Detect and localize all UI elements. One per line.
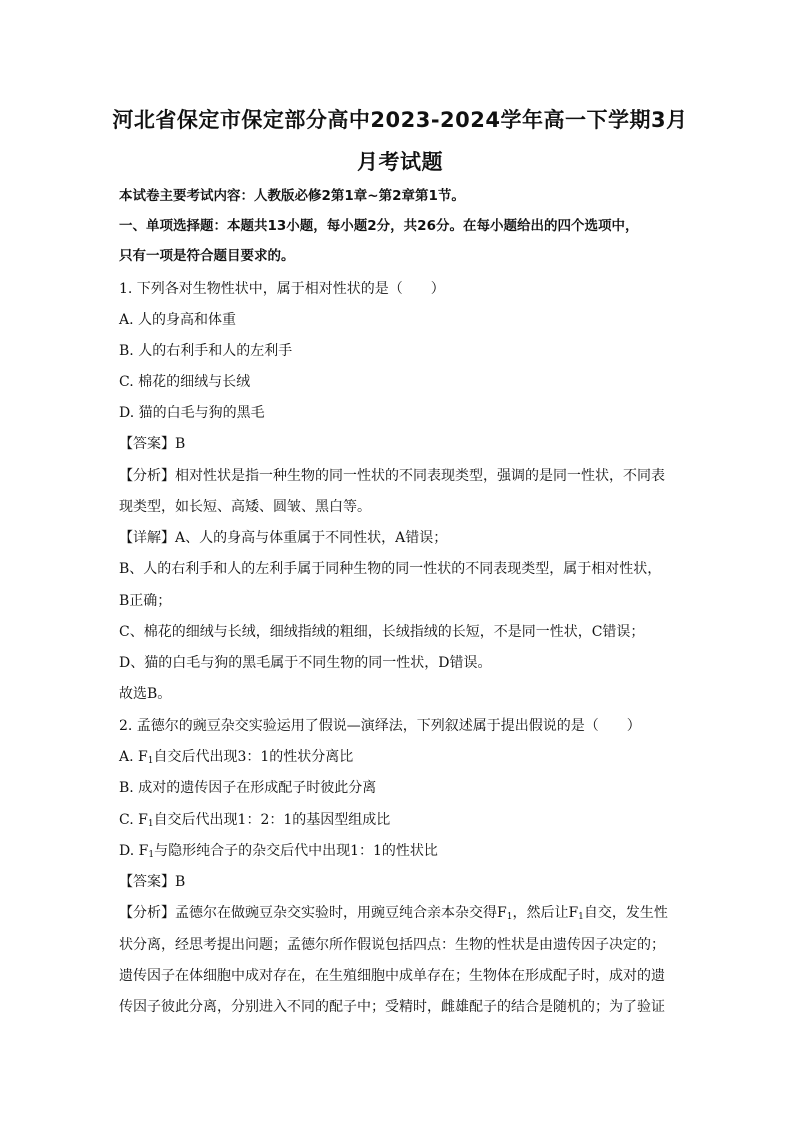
section-heading-line1: 一、单项选择题：本题共13小题，每小题2分，共26分。在每小题给出的四个选项中，: [119, 218, 639, 234]
q2-answer: 【答案】B: [119, 874, 186, 890]
document-title-line2: 月考试题: [357, 150, 443, 174]
q2-analysis-line1: 【分析】孟德尔在做豌豆杂交实验时，用豌豆纯合亲本杂交得$F_1$，然后让$F_1$自交，发生性: [119, 905, 668, 922]
q2-option-c: C. $F_1$自交后代出现1：2：1的基因型组成比: [119, 812, 391, 829]
q2-option-d: D. $F_1$与隐形纯合子的杂交后代中出现1：1的性状比: [119, 843, 438, 860]
q1-stem: 1. 下列各对生物性状中，属于相对性状的是（ ）: [119, 281, 445, 297]
exam-scope: 本试卷主要考试内容：人教版必修2第1章~第2章第1节。: [119, 188, 465, 204]
q1-detail-line5: D、猫的白毛与狗的黑毛属于不同生物的同一性状，D错误。: [119, 655, 492, 671]
q1-detail-line2: B、人的右利手和人的左利手属于同种生物的同一性状的不同表现类型，属于相对性状，: [119, 561, 662, 577]
q1-answer: 【答案】B: [119, 436, 186, 452]
q1-detail-line3: B正确；: [119, 593, 172, 609]
q2-option-a: A. $F_1$自交后代出现3：1的性状分离比: [119, 749, 354, 766]
q1-detail-line4: C、棉花的细绒与长绒，细绒指绒的粗细，长绒指绒的长短，不是同一性状，C错误；: [119, 624, 645, 640]
section-heading-line2: 只有一项是符合题目要求的。: [119, 248, 295, 264]
q1-detail-line1: 【详解】A、人的身高与体重属于不同性状，A错误；: [119, 530, 448, 546]
q1-analysis-line1: 【分析】相对性状是指一种生物的同一性状的不同表现类型，强调的是同一性状，不同表: [119, 468, 665, 484]
q1-option-b: B. 人的右利手和人的左利手: [119, 343, 293, 359]
q1-option-d: D. 猫的白毛与狗的黑毛: [119, 405, 265, 421]
q2-stem: 2. 孟德尔的豌豆杂交实验运用了假说—演绎法，下列叙述属于提出假说的是（ ）: [119, 718, 641, 734]
q2-analysis-line3: 遗传因子在体细胞中成对存在，在生殖细胞中成单存在；生物体在形成配子时，成对的遗: [119, 968, 665, 984]
document-title-line1: 河北省保定市保定部分高中2023-2024学年高一下学期3月: [112, 108, 688, 132]
q2-option-b: B. 成对的遗传因子在形成配子时彼此分离: [119, 780, 377, 796]
q1-conclusion: 故选B。: [119, 686, 172, 702]
q1-option-a: A. 人的身高和体重: [119, 312, 237, 328]
q1-option-c: C. 棉花的细绒与长绒: [119, 374, 251, 390]
q2-analysis-line2: 状分离，经思考提出问题；孟德尔所作假说包括四点：生物的性状是由遗传因子决定的；: [119, 937, 665, 953]
q2-analysis-line4: 传因子彼此分离，分别进入不同的配子中；受精时，雌雄配子的结合是随机的；为了验证: [119, 999, 665, 1015]
q1-analysis-line2: 现类型，如长短、高矮、圆皱、黑白等。: [119, 499, 371, 515]
